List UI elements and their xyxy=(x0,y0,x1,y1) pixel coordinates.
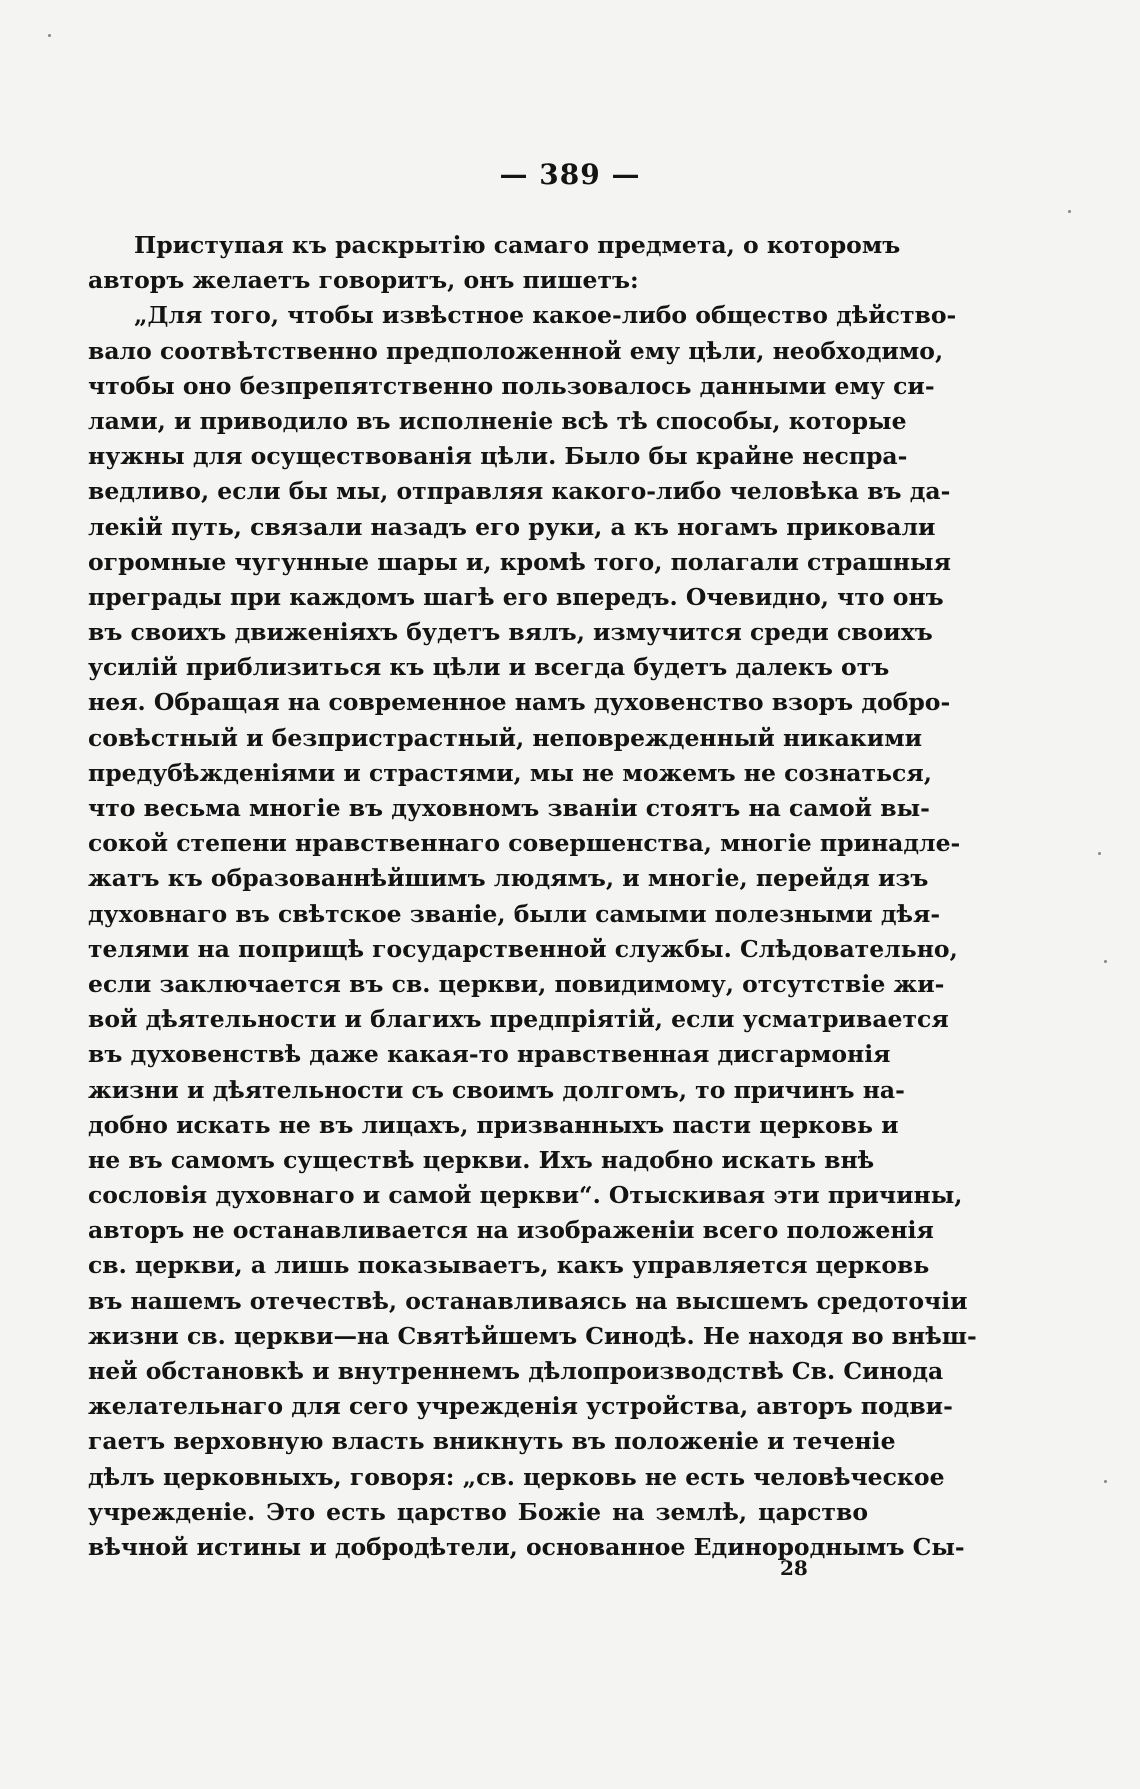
text-line: Приступая къ раскрытію самаго предмета, о которомъ xyxy=(134,231,901,259)
text-line: авторъ желаетъ говоритъ, онъ пишетъ: xyxy=(88,266,639,295)
text-line: жизни св. церкви—на Святѣйшемъ Синодѣ. Не находя во внѣш- xyxy=(88,1321,977,1350)
text-line: въ своихъ движеніяхъ будетъ вялъ, измучится среди своихъ xyxy=(88,618,933,647)
signature-mark: 28 xyxy=(780,1556,808,1580)
text-line: лекій путь, связали назадъ его руки, а къ ногамъ приковали xyxy=(88,512,936,541)
text-line: нужны для осуществованія цѣли. Было бы крайне неспра- xyxy=(88,442,908,471)
text-line: чтобы оно безпрепятственно пользовалось данными ему си- xyxy=(88,371,935,400)
text-line: усилій приблизиться къ цѣли и всегда будетъ далекъ отъ xyxy=(88,653,890,682)
text-line: если заключается въ св. церкви, повидимому, отсутствіе жи- xyxy=(88,969,945,998)
text-line: гаетъ верховную власть вникнуть въ положеніе и теченіе xyxy=(88,1427,896,1456)
scan-speck xyxy=(1098,852,1101,855)
text-line: ведливо, если бы мы, отправляя какого-либо человѣка въ да- xyxy=(88,477,951,506)
text-line: жатъ къ образованнѣйшимъ людямъ, и многіе, перейдя изъ xyxy=(88,864,929,893)
text-line: ней обстановкѣ и внутреннемъ дѣлопроизводствѣ Св. Синода xyxy=(88,1357,944,1385)
text-line: жизни и дѣятельности съ своимъ долгомъ, то причинъ на- xyxy=(88,1075,905,1104)
scan-speck xyxy=(1068,210,1071,213)
text-line: сокой степени нравственнаго совершенства, многіе принадле- xyxy=(88,829,961,858)
body-text xyxy=(88,228,977,1565)
text-line: нея. Обращая на современное намъ духовенство взоръ добро- xyxy=(88,688,951,717)
text-line: сословія духовнаго и самой церкви“. Отыскивая эти причины, xyxy=(88,1181,963,1210)
text-line: авторъ не останавливается на изображеніи всего положенія xyxy=(88,1216,934,1245)
text-line: духовнаго въ свѣтское званіе, были самыми полезными дѣя- xyxy=(88,899,941,928)
text-line: огромные чугунные шары и, кромѣ того, полагали страшныя xyxy=(88,547,951,576)
text-line: въ нашемъ отечествѣ, останавливаясь на высшемъ средоточіи xyxy=(88,1286,968,1315)
text-line: въ духовенствѣ даже какая-то нравственная дисгармонія xyxy=(88,1040,891,1069)
text-line: желательнаго для сего учрежденія устройства, авторъ подви- xyxy=(88,1392,953,1421)
page-number: — 389 — xyxy=(499,158,641,191)
scan-speck xyxy=(1104,960,1107,963)
scan-speck xyxy=(48,34,51,37)
text-line: „Для того, чтобы извѣстное какое-либо общество дѣйство- xyxy=(134,301,957,330)
text-line: телями на поприщѣ государственной службы. Слѣдовательно, xyxy=(88,934,958,963)
text-line: св. церкви, а лишь показываетъ, какъ управляется церковь xyxy=(88,1251,930,1280)
text-line: совѣстный и безпристрастный, неповрежденный никакими xyxy=(88,723,923,752)
text-line: что весьма многіе въ духовномъ званіи стоятъ на самой вы- xyxy=(88,794,930,822)
scan-speck xyxy=(1104,1480,1107,1483)
text-line: вѣчной истины и добродѣтели, основанное Единороднымъ Сы- xyxy=(88,1532,965,1561)
text-line: преграды при каждомъ шагѣ его впередъ. Очевидно, что онъ xyxy=(88,582,944,611)
text-line: вало соотвѣтственно предположенной ему цѣли, необходимо, xyxy=(88,336,944,365)
text-line: добно искать не въ лицахъ, призванныхъ пасти церковь и xyxy=(88,1110,899,1139)
text-line: предубѣжденіями и страстями, мы не можемъ не сознаться, xyxy=(88,758,932,787)
text-line: дѣлъ церковныхъ, говоря: „св. церковь не есть человѣческое xyxy=(88,1462,945,1491)
text-line: лами, и приводило въ исполненіе всѣ тѣ способы, которые xyxy=(88,406,907,435)
text-line: не въ самомъ существѣ церкви. Ихъ надобно искать внѣ xyxy=(88,1145,875,1174)
text-line: вой дѣятельности и благихъ предпріятій, если усматривается xyxy=(88,1005,949,1034)
text-line: учрежденіе. Это есть царство Божіе на землѣ, царство xyxy=(88,1497,868,1526)
